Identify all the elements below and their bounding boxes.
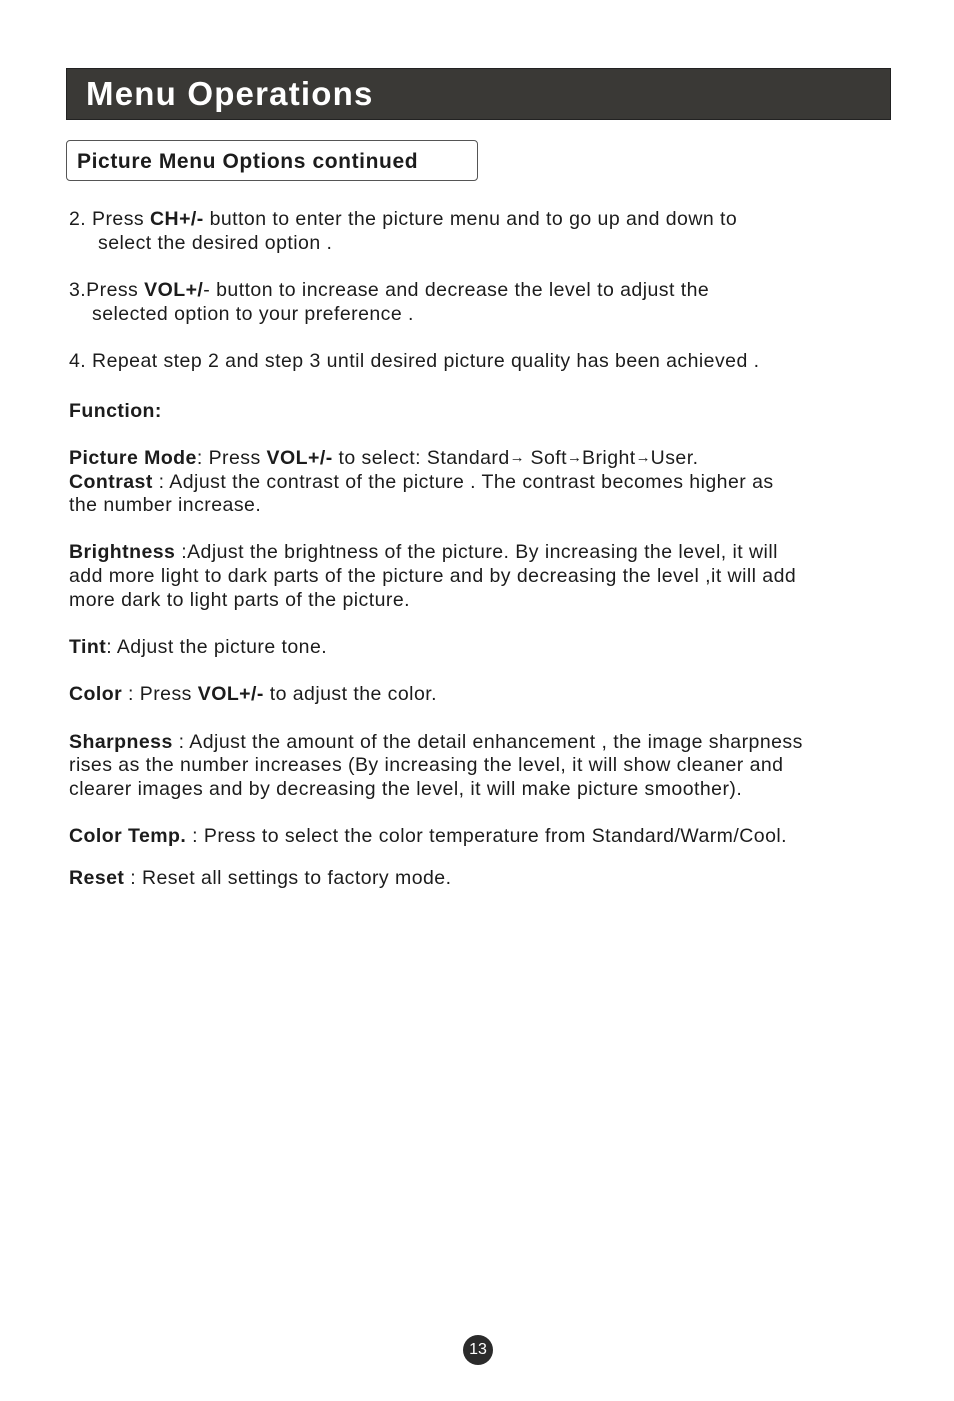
picture-mode-key: VOL+/-: [266, 447, 333, 469]
tint-line: [69, 635, 327, 659]
reset-line: [69, 866, 451, 890]
sharpness-line-1: [69, 730, 803, 754]
step-3-key: VOL+/: [144, 279, 204, 301]
color-temp-text: : Press to select the color temperature from Standard/Warm/Cool.: [186, 825, 788, 847]
sharpness-text: : Adjust the amount of the detail enhancement , the image sharpness: [172, 731, 803, 753]
brightness-line-1: [69, 540, 778, 564]
brightness-term: Brightness: [69, 541, 176, 563]
contrast-line-2: the number increase.: [69, 494, 262, 516]
sharpness-line-3: clearer images and by decreasing the level, it will make picture smoother).: [69, 778, 743, 800]
step-3-text: - button to increase and decrease the level to adjust the: [203, 279, 710, 301]
arrow-right-icon: →: [635, 449, 651, 466]
step-3-line-2: selected option to your preference .: [92, 303, 414, 325]
sharpness-term: Sharpness: [69, 731, 173, 753]
brightness-line-2: add more light to dark parts of the picture and by decreasing the level ,it will add: [69, 565, 797, 587]
arrow-right-icon: →: [567, 449, 583, 466]
color-temp-term: Color Temp.: [69, 825, 187, 847]
contrast-term: Contrast: [69, 471, 153, 493]
color-term: Color: [69, 683, 123, 705]
sharpness-line-2: rises as the number increases (By increasing the level, it will show cleaner and: [69, 754, 784, 776]
step-2-key: CH+/-: [150, 208, 204, 230]
function-heading: [69, 399, 162, 423]
brightness-text: :Adjust the brightness of the picture. By increasing the level, it will: [175, 541, 778, 563]
step-3-prefix: 3.Press: [69, 279, 145, 301]
function-heading-text: Function:: [69, 400, 162, 422]
color-line: [69, 682, 437, 706]
contrast-line-1: [69, 470, 774, 494]
picture-mode-text-a: : Press: [196, 447, 267, 469]
step-2-prefix: 2. Press: [69, 208, 150, 230]
color-text-a: : Press: [122, 683, 198, 705]
color-text-b: to adjust the color.: [263, 683, 437, 705]
step-3-line-1: [69, 278, 709, 302]
color-temp-line: [69, 824, 787, 848]
page-title: Menu Operations: [86, 75, 374, 112]
tint-text: : Adjust the picture tone.: [106, 636, 328, 658]
reset-term: Reset: [69, 867, 125, 889]
arrow-right-icon: →: [509, 449, 525, 466]
picture-mode-option-user: User.: [650, 447, 699, 469]
step-2-text: button to enter the picture menu and to go up and down to: [203, 208, 738, 230]
picture-mode-text-b: to select: Standard: [332, 447, 510, 469]
picture-mode-option-bright: Bright: [582, 447, 636, 469]
page-number-badge: 13: [463, 1335, 493, 1365]
step-2-line-1: [69, 207, 737, 231]
tint-term: Tint: [69, 636, 107, 658]
contrast-text: : Adjust the contrast of the picture . The contrast becomes higher as: [152, 471, 774, 493]
section-subtitle: Picture Menu Options continued: [77, 150, 419, 173]
step-4-line: 4. Repeat step 2 and step 3 until desired picture quality has been achieved .: [69, 350, 760, 372]
picture-mode-option-soft: Soft: [524, 447, 568, 469]
section-subtitle-box: [66, 140, 478, 181]
brightness-line-3: more dark to light parts of the picture.: [69, 589, 410, 611]
reset-text: : Reset all settings to factory mode.: [124, 867, 452, 889]
picture-mode-term: Picture Mode: [69, 447, 197, 469]
header-bar: [66, 68, 891, 120]
step-2-line-2: select the desired option .: [98, 232, 333, 254]
picture-mode-line: [69, 446, 698, 470]
color-key: VOL+/-: [197, 683, 264, 705]
